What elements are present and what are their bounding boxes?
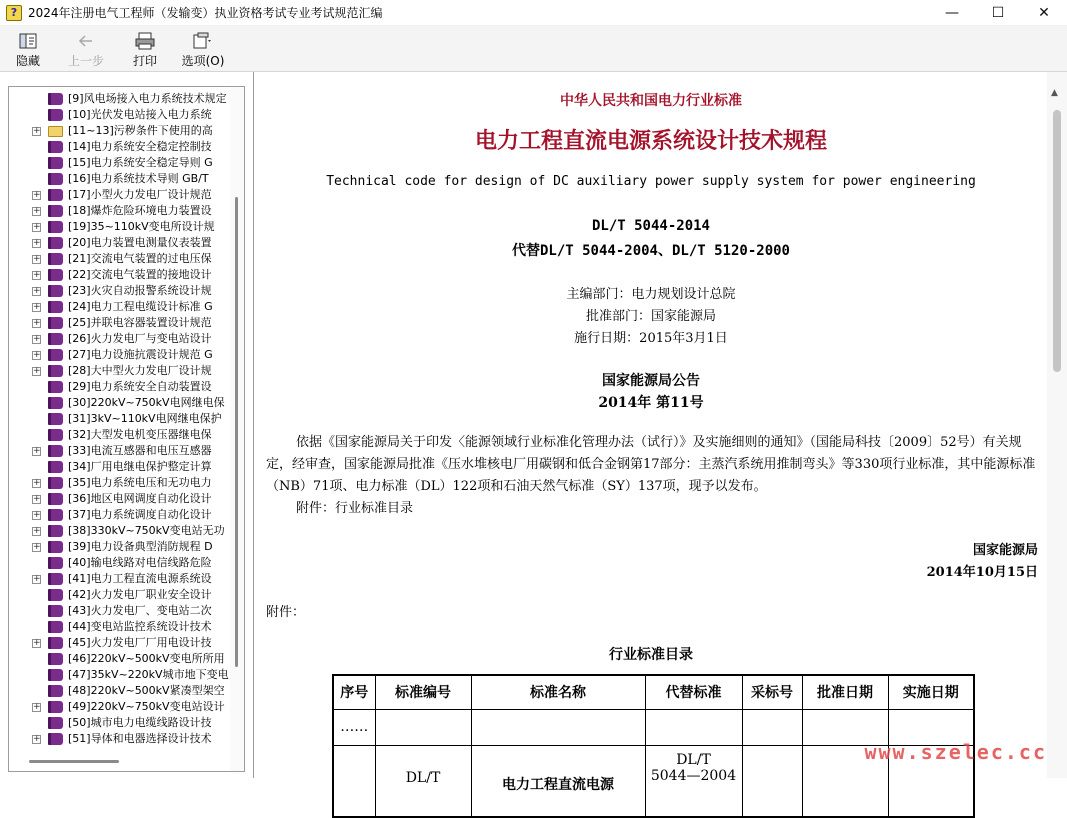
contents-tree bbox=[9, 91, 229, 747]
book-icon bbox=[48, 429, 63, 441]
tree-item[interactable] bbox=[9, 267, 229, 283]
replaced-standards: 代替DL/T 5044-2004、DL/T 5120-2000 bbox=[511, 243, 790, 259]
row-standard-name: 电力工程直流电源 bbox=[502, 776, 614, 793]
tree-item[interactable] bbox=[9, 571, 229, 587]
header-cell: 标准编号 bbox=[375, 675, 471, 709]
expand-plus-icon[interactable]: + bbox=[33, 446, 41, 456]
header-cell: 标准名称 bbox=[471, 675, 645, 709]
expand-plus-icon[interactable]: + bbox=[33, 318, 41, 328]
tree-item[interactable] bbox=[9, 395, 229, 411]
tree-item[interactable] bbox=[9, 651, 229, 667]
header-cell: 代替标准 bbox=[645, 675, 742, 709]
tree-item[interactable] bbox=[9, 667, 229, 683]
expand-plus-icon[interactable]: + bbox=[33, 286, 41, 296]
header-cell: 批准日期 bbox=[802, 675, 888, 709]
book-icon bbox=[48, 573, 63, 585]
book-icon bbox=[48, 317, 63, 329]
tree-item-label: [34]厂用电继电保护整定计算 bbox=[68, 460, 212, 473]
tree-item[interactable] bbox=[9, 619, 229, 635]
tree-item-label: [32]大型发电机变压器继电保 bbox=[68, 428, 212, 441]
contents-pane bbox=[8, 86, 245, 772]
contents-horizontal-scrollbar-thumb[interactable] bbox=[29, 760, 119, 763]
tree-item[interactable] bbox=[9, 363, 229, 379]
row-replaced-code-b: 5044—2004 bbox=[650, 767, 737, 784]
tree-item-label: [50]城市电力电缆线路设计技 bbox=[68, 716, 212, 729]
tree-item[interactable] bbox=[9, 331, 229, 347]
book-icon bbox=[48, 685, 63, 697]
tree-item[interactable] bbox=[9, 731, 229, 747]
tree-item[interactable] bbox=[9, 555, 229, 571]
tree-item-label: [33]电流互感器和电压互感器 bbox=[68, 444, 212, 457]
book-icon bbox=[48, 285, 63, 297]
tree-item-label: [48]220kV~500kV紧凑型架空 bbox=[68, 684, 225, 697]
help-app-icon: ? bbox=[6, 5, 22, 21]
tree-item[interactable] bbox=[9, 635, 229, 651]
book-icon bbox=[48, 205, 63, 217]
watermark: www.szelec.cc bbox=[864, 740, 1047, 764]
tree-item-label: [18]爆炸危险环境电力装置设 bbox=[68, 204, 212, 217]
title-bar bbox=[0, 0, 1067, 26]
book-icon bbox=[48, 589, 63, 601]
expand-plus-icon[interactable]: + bbox=[33, 238, 41, 248]
book-icon bbox=[48, 461, 63, 473]
book-icon bbox=[48, 157, 63, 169]
contents-scrollbar-thumb[interactable] bbox=[235, 197, 238, 667]
tree-item[interactable] bbox=[9, 315, 229, 331]
tree-item[interactable] bbox=[9, 539, 229, 555]
expand-plus-icon[interactable]: + bbox=[33, 350, 41, 360]
tree-item-label: [19]35~110kV变电所设计规 bbox=[68, 220, 215, 233]
tree-item-label: [10]光伏发电站接入电力系统 bbox=[68, 108, 212, 121]
close-button[interactable] bbox=[1021, 0, 1067, 26]
tree-item-label: [27]电力设施抗震设计规范 G bbox=[68, 348, 213, 361]
expand-plus-icon[interactable]: + bbox=[33, 638, 41, 648]
expand-plus-icon[interactable]: + bbox=[33, 510, 41, 520]
tree-item-label: [43]火力发电厂、变电站二次 bbox=[68, 604, 212, 617]
book-icon bbox=[48, 669, 63, 681]
book-icon bbox=[48, 141, 63, 153]
tree-item[interactable] bbox=[9, 699, 229, 715]
book-icon bbox=[48, 333, 63, 345]
tree-item[interactable] bbox=[9, 91, 229, 107]
expand-plus-icon[interactable]: + bbox=[33, 702, 41, 712]
book-icon bbox=[48, 509, 63, 521]
book-icon bbox=[48, 653, 63, 665]
tree-item-label: [20]电力装置电测量仪表装置 bbox=[68, 236, 212, 249]
expand-plus-icon[interactable]: + bbox=[33, 734, 41, 744]
notice-number: 2014年 第11号 bbox=[598, 395, 704, 411]
book-icon bbox=[48, 525, 63, 537]
standard-code: DL/T 5044-2014 bbox=[591, 218, 710, 234]
expand-plus-icon[interactable]: + bbox=[33, 302, 41, 312]
book-icon bbox=[48, 493, 63, 505]
tree-item-label: [28]大中型火力发电厂设计规 bbox=[68, 364, 212, 377]
tree-item-label: [51]导体和电器选择设计技术 bbox=[68, 732, 212, 745]
table-cell bbox=[742, 745, 802, 817]
tree-item-label: [45]火力发电厂厂用电设计技 bbox=[68, 636, 212, 649]
tree-item-label: [46]220kV~500kV变电所所用 bbox=[68, 652, 225, 665]
printer-icon bbox=[134, 32, 156, 50]
expand-plus-icon[interactable]: + bbox=[33, 574, 41, 584]
book-icon bbox=[48, 701, 63, 713]
document-title: 电力工程直流电源系统设计技术规程 bbox=[474, 129, 827, 154]
document-scrollbar-thumb[interactable] bbox=[1053, 110, 1061, 372]
tree-item-label: [15]电力系统安全稳定导则 G bbox=[68, 156, 213, 169]
back-button-label: 上一步 bbox=[67, 54, 104, 68]
tree-item[interactable] bbox=[9, 411, 229, 427]
effective-date: 施行日期：2015年3月1日 bbox=[574, 331, 728, 346]
tree-item[interactable] bbox=[9, 171, 229, 187]
tree-item[interactable] bbox=[9, 443, 229, 459]
expand-plus-icon[interactable]: + bbox=[33, 254, 41, 264]
folder-icon bbox=[48, 126, 63, 137]
tree-item-label: [40]输电线路对电信线路危险 bbox=[68, 556, 212, 569]
book-icon bbox=[48, 381, 63, 393]
table-cell bbox=[742, 709, 802, 745]
tree-item[interactable] bbox=[9, 683, 229, 699]
book-icon bbox=[48, 397, 63, 409]
options-button-label: 选项(O) bbox=[181, 54, 225, 68]
book-icon bbox=[48, 477, 63, 489]
expand-plus-icon[interactable]: + bbox=[33, 526, 41, 536]
maximize-icon: ☐ bbox=[991, 5, 1005, 21]
book-icon bbox=[48, 173, 63, 185]
expand-plus-icon[interactable]: + bbox=[33, 366, 41, 376]
table-cell bbox=[645, 745, 742, 817]
tree-item-label: [21]交流电气装置的过电压保 bbox=[68, 252, 212, 265]
attachment-label: 附件： bbox=[266, 605, 306, 620]
header-cell: 采标号 bbox=[742, 675, 802, 709]
book-icon bbox=[48, 605, 63, 617]
hide-button[interactable] bbox=[0, 30, 56, 69]
expand-plus-icon[interactable]: + bbox=[33, 206, 41, 216]
tree-item[interactable] bbox=[9, 123, 229, 139]
tree-item-label: [30]220kV~750kV电网继电保 bbox=[68, 396, 225, 409]
english-title: Technical code for design of DC auxiliary power supply system for power engineering bbox=[326, 174, 976, 189]
table-title: 行业标准目录 bbox=[609, 647, 693, 663]
book-icon bbox=[48, 717, 63, 729]
tree-item-label: [24]电力工程电缆设计标准 G bbox=[68, 300, 213, 313]
tree-item[interactable] bbox=[9, 475, 229, 491]
tree-item-label: [26]火力发电厂与变电站设计 bbox=[68, 332, 212, 345]
table-cell bbox=[645, 709, 742, 745]
options-button[interactable] bbox=[175, 30, 231, 69]
row-replaced-code-a: DL/T bbox=[676, 751, 711, 768]
contents-vertical-scrollbar[interactable] bbox=[230, 87, 244, 771]
expand-plus-icon[interactable]: + bbox=[33, 126, 41, 136]
table-cell bbox=[471, 709, 645, 745]
hide-pane-icon bbox=[18, 32, 38, 50]
document-vertical-scrollbar[interactable] bbox=[1047, 72, 1067, 778]
industry-standard-heading: 中华人民共和国电力行业标准 bbox=[560, 93, 742, 109]
book-icon bbox=[48, 349, 63, 361]
tree-item[interactable] bbox=[9, 107, 229, 123]
tree-item[interactable] bbox=[9, 251, 229, 267]
approval-department: 批准部门：国家能源局 bbox=[585, 309, 716, 324]
window-title: 2024年注册电气工程师（发输变）执业资格考试专业考试规范汇编 bbox=[28, 6, 383, 20]
back-button[interactable] bbox=[58, 30, 114, 69]
book-icon bbox=[48, 621, 63, 633]
tree-item[interactable] bbox=[9, 523, 229, 539]
tree-item[interactable] bbox=[9, 491, 229, 507]
close-icon: ✕ bbox=[1038, 5, 1050, 21]
maximize-button[interactable] bbox=[975, 0, 1021, 26]
table-header-row bbox=[333, 675, 974, 709]
back-arrow-icon bbox=[76, 32, 96, 50]
book-icon bbox=[48, 301, 63, 313]
table-cell bbox=[471, 745, 645, 817]
row-standard-code: DL/T bbox=[405, 769, 441, 786]
table-cell bbox=[375, 709, 471, 745]
tree-item-label: [14]电力系统安全稳定控制技 bbox=[68, 140, 212, 153]
tree-item[interactable] bbox=[9, 459, 229, 475]
tree-item[interactable] bbox=[9, 235, 229, 251]
tree-item[interactable] bbox=[9, 219, 229, 235]
tree-item[interactable] bbox=[9, 603, 229, 619]
tree-item-label: [37]电力系统调度自动化设计 bbox=[68, 508, 212, 521]
expand-plus-icon[interactable]: + bbox=[33, 494, 41, 504]
signing-date: 2014年10月15日 bbox=[926, 565, 1038, 580]
print-button-label: 打印 bbox=[132, 54, 157, 68]
expand-plus-icon[interactable]: + bbox=[33, 542, 41, 552]
tree-item-label: [11~13]污秽条件下使用的高 bbox=[68, 124, 213, 137]
tree-item[interactable] bbox=[9, 507, 229, 523]
book-icon bbox=[48, 365, 63, 377]
table-cell bbox=[333, 745, 375, 817]
header-cell: 实施日期 bbox=[888, 675, 974, 709]
tree-item-label: [25]并联电容器装置设计规范 bbox=[68, 316, 212, 329]
tree-item[interactable] bbox=[9, 587, 229, 603]
tree-item-label: [23]火灾自动报警系统设计规 bbox=[68, 284, 212, 297]
hide-button-label: 隐藏 bbox=[15, 54, 40, 68]
tree-item[interactable] bbox=[9, 139, 229, 155]
tree-item[interactable] bbox=[9, 283, 229, 299]
tree-item-label: [17]小型火力发电厂设计规范 bbox=[68, 188, 212, 201]
notice-paragraph: 依据《国家能源局关于印发〈能源领域行业标准化管理办法（试行）》及实施细则的通知》（国能局科技〔2009〕52号）有关规定，经审查，国家能源局批准《压水堆核电厂用碳钢和低合金钢第17部分：主蒸汽系统用推制弯头》等330项行业标准，其中能源标准（NB）71项、电力标准（DL）122项和石油天然气标准（SY）137项，现予以发布。 bbox=[266, 435, 1036, 494]
expand-plus-icon[interactable]: + bbox=[33, 222, 41, 232]
book-icon bbox=[48, 557, 63, 569]
tree-item[interactable] bbox=[9, 379, 229, 395]
minimize-button[interactable] bbox=[929, 0, 975, 26]
editor-department: 主编部门：电力规划设计总院 bbox=[566, 287, 736, 302]
book-icon bbox=[48, 445, 63, 457]
book-icon bbox=[48, 413, 63, 425]
expand-plus-icon[interactable]: + bbox=[33, 334, 41, 344]
book-icon bbox=[48, 221, 63, 233]
minimize-icon: — bbox=[945, 5, 959, 21]
tree-item[interactable] bbox=[9, 715, 229, 731]
book-icon bbox=[48, 253, 63, 265]
tree-item-label: [44]变电站监控系统设计技术 bbox=[68, 620, 212, 633]
signing-organization: 国家能源局 bbox=[972, 543, 1038, 558]
tree-item-label: [47]35kV~220kV城市地下变电 bbox=[68, 668, 229, 681]
expand-plus-icon[interactable]: + bbox=[33, 478, 41, 488]
tree-item-label: [49]220kV~750kV变电站设计 bbox=[68, 700, 225, 713]
book-icon bbox=[48, 541, 63, 553]
tree-item-label: [22]交流电气装置的接地设计 bbox=[68, 268, 212, 281]
tree-item-label: [39]电力设备典型消防规程 D bbox=[68, 540, 213, 553]
table-cell: …… bbox=[333, 709, 375, 745]
tree-item[interactable] bbox=[9, 155, 229, 171]
book-icon bbox=[48, 189, 63, 201]
print-button[interactable] bbox=[117, 30, 173, 69]
document-pane bbox=[253, 72, 1067, 793]
header-cell: 序号 bbox=[333, 675, 375, 709]
tree-item-label: [9]风电场接入电力系统技术规定 bbox=[68, 92, 227, 105]
scroll-up-icon[interactable]: ▲ bbox=[1051, 88, 1058, 98]
expand-plus-icon[interactable]: + bbox=[33, 270, 41, 280]
options-icon bbox=[192, 32, 214, 50]
tree-item-label: [38]330kV~750kV变电站无功 bbox=[68, 524, 225, 537]
book-icon bbox=[48, 109, 63, 121]
notice-title: 国家能源局公告 bbox=[602, 373, 700, 389]
tree-item-label: [41]电力工程直流电源系统设 bbox=[68, 572, 212, 585]
tree-item[interactable] bbox=[9, 187, 229, 203]
attachment-line: 附件：行业标准目录 bbox=[296, 501, 414, 516]
tree-item-label: [42]火力发电厂职业安全设计 bbox=[68, 588, 212, 601]
book-icon bbox=[48, 93, 63, 105]
table-cell bbox=[375, 745, 471, 817]
tree-item[interactable] bbox=[9, 427, 229, 443]
expand-plus-icon[interactable]: + bbox=[33, 190, 41, 200]
tree-item-label: [36]地区电网调度自动化设计 bbox=[68, 492, 212, 505]
book-icon bbox=[48, 733, 63, 745]
tree-item-label: [29]电力系统安全自动装置设 bbox=[68, 380, 212, 393]
book-icon bbox=[48, 237, 63, 249]
tree-item[interactable] bbox=[9, 203, 229, 219]
tree-item-label: [31]3kV~110kV电网继电保护 bbox=[68, 412, 222, 425]
tree-item[interactable] bbox=[9, 299, 229, 315]
toolbar bbox=[0, 26, 1067, 72]
tree-item[interactable] bbox=[9, 347, 229, 363]
tree-item-label: [35]电力系统电压和无功电力 bbox=[68, 476, 212, 489]
tree-item-label: [16]电力系统技术导则 GB/T bbox=[68, 172, 209, 185]
book-icon bbox=[48, 269, 63, 281]
book-icon bbox=[48, 637, 63, 649]
